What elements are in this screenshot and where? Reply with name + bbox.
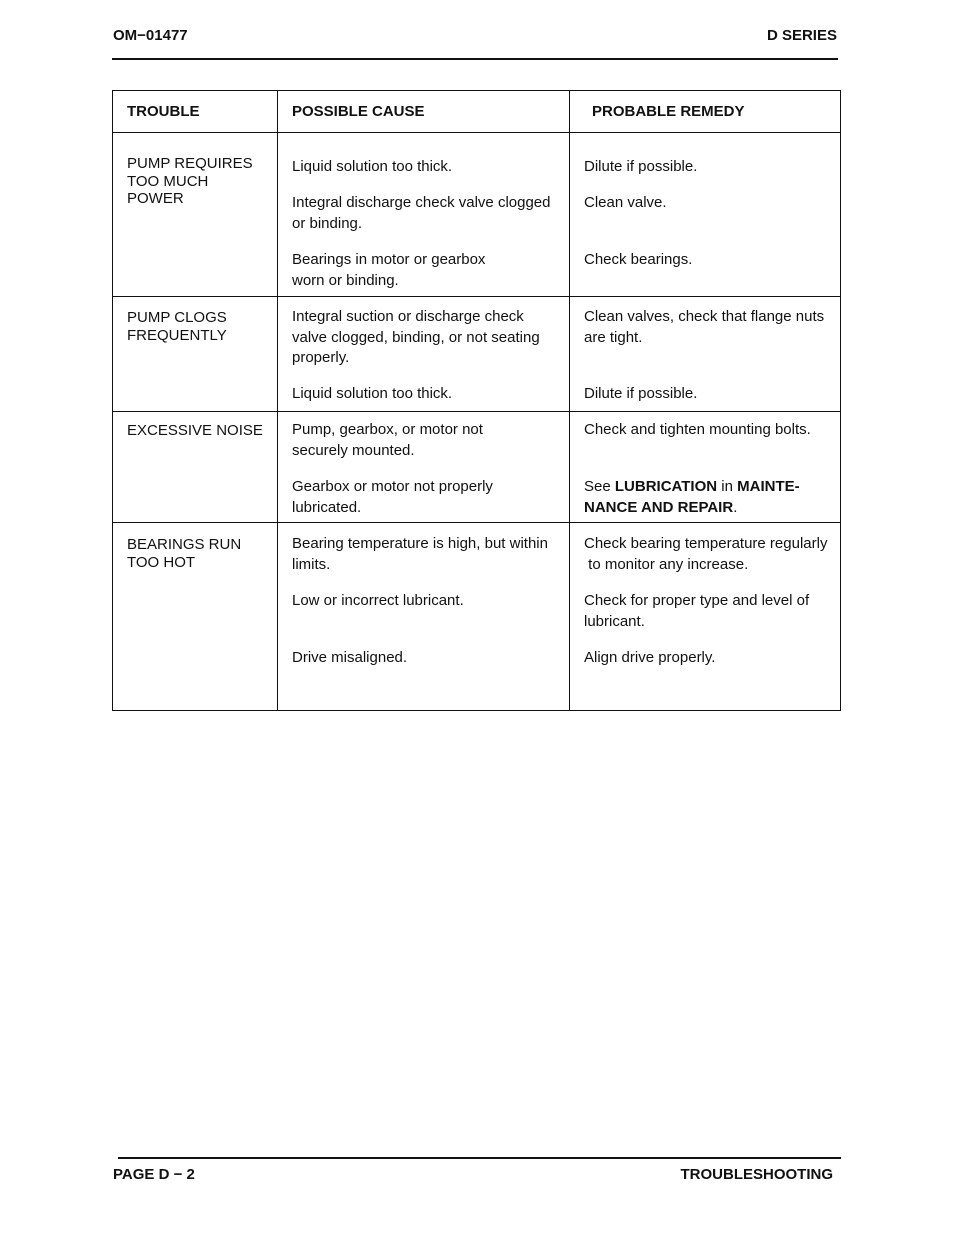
remedy-text: Check for proper type and level of lubricant. — [584, 592, 810, 630]
column-header-probable-remedy: PROBABLE REMEDY — [592, 103, 745, 120]
remedy-text: Clean valve. — [584, 194, 667, 211]
header-row-rule — [113, 132, 840, 133]
column-header-possible-cause: POSSIBLE CAUSE — [292, 103, 425, 120]
remedy-text: Dilute if possible. — [584, 158, 698, 175]
header-rule — [112, 58, 838, 60]
section-title: TROUBLESHOOTING — [680, 1166, 833, 1183]
row-divider — [113, 411, 840, 412]
cause-text: Integral suction or discharge check valve clogged, binding, or not seating properly. — [292, 308, 540, 366]
remedy-text: Dilute if possible. — [584, 385, 698, 402]
row-divider — [113, 296, 840, 297]
page-number: PAGE D − 2 — [113, 1166, 195, 1183]
column-divider — [569, 91, 570, 710]
cause-text: Pump, gearbox, or motor not securely mounted. — [292, 421, 483, 459]
trouble-label: EXCESSIVE NOISE — [127, 422, 263, 439]
document-number: OM−01477 — [113, 27, 188, 44]
series-title: D SERIES — [766, 27, 837, 44]
remedy-text: Align drive properly. — [584, 649, 716, 666]
cause-text: Drive misaligned. — [292, 649, 408, 666]
remedy-text: Check and tighten mounting bolts. — [584, 421, 811, 438]
trouble-label: BEARINGS RUN TOO HOT — [127, 536, 242, 571]
trouble-label: PUMP CLOGS FREQUENTLY — [127, 309, 227, 344]
cause-text: Low or incorrect lubricant. — [292, 592, 464, 609]
cause-text: Bearing temperature is high, but within limits. — [292, 535, 548, 573]
column-header-trouble: TROUBLE — [127, 103, 200, 120]
row-divider — [113, 522, 840, 523]
remedy-text: Check bearing temperature regularly to monitor any increase. — [584, 535, 828, 573]
cause-text: Integral discharge check valve clogged or binding. — [292, 194, 551, 232]
cause-text: Gearbox or motor not properly lubricated. — [292, 478, 493, 516]
trouble-label: PUMP REQUIRES TOO MUCH POWER — [127, 155, 253, 207]
footer-rule — [118, 1157, 841, 1159]
remedy-text: Clean valves, check that flange nuts are tight. — [584, 308, 825, 346]
column-divider — [277, 91, 278, 710]
remedy-text: Check bearings. — [584, 251, 693, 268]
cause-text: Liquid solution too thick. — [292, 158, 453, 175]
remedy-text: See LUBRICATION in MAINTE- NANCE AND REPAIR. — [584, 478, 800, 516]
cause-text: Liquid solution too thick. — [292, 385, 453, 402]
troubleshooting-table — [112, 90, 841, 711]
cause-text: Bearings in motor or gearbox worn or binding. — [292, 251, 486, 289]
